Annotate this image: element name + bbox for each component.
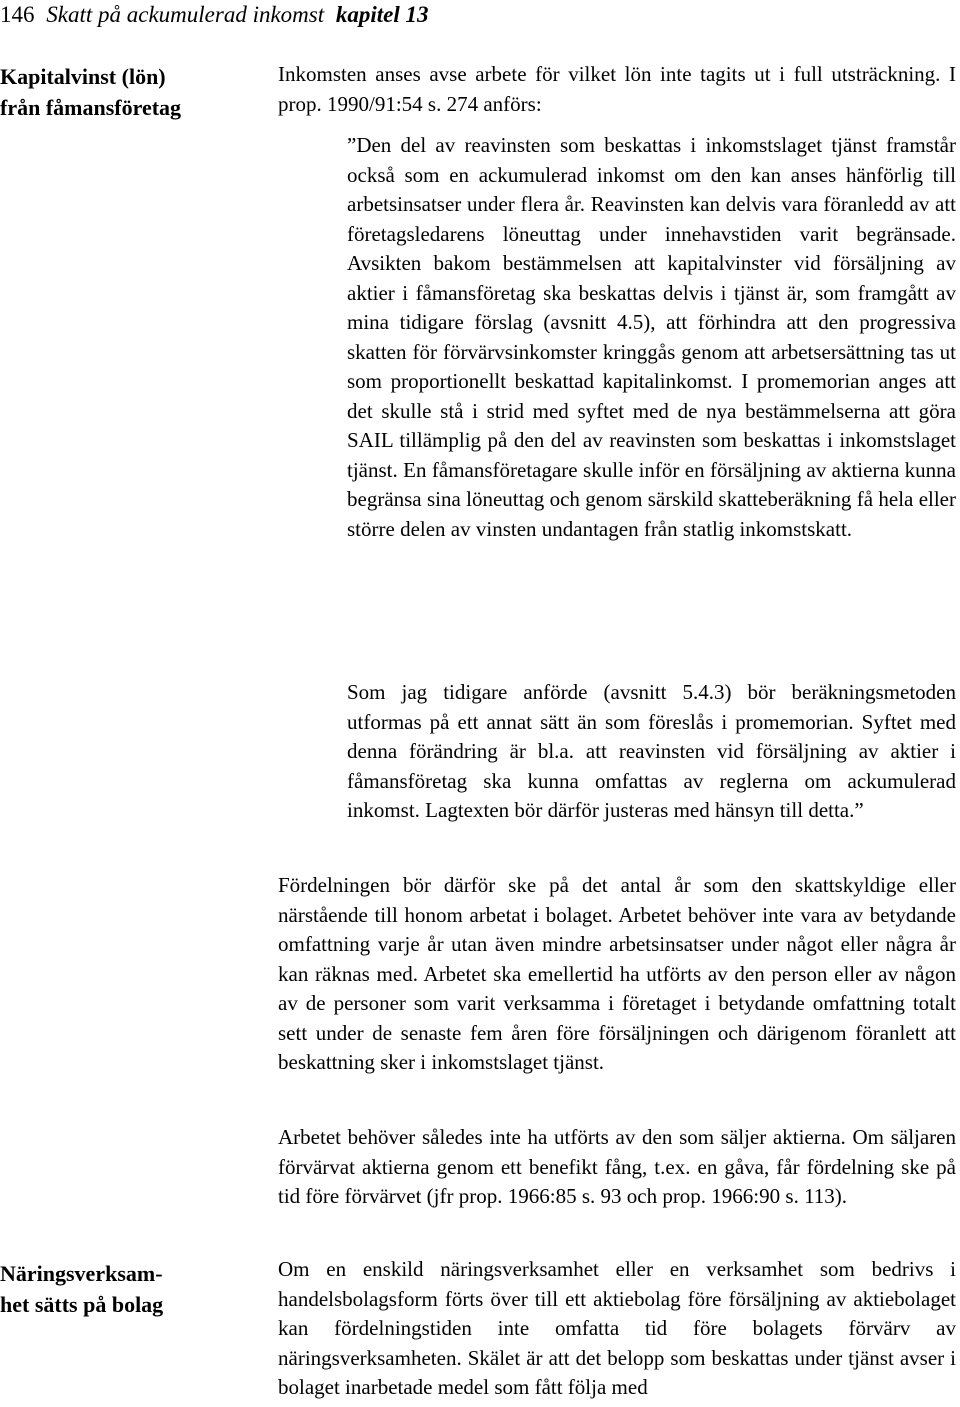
- body-paragraph-1: Fördelningen bör därför ske på det antal år som den skattskyldige eller närstående till honom arbetat i bolaget. Arbetet behöver inte vara av betydande omfattning varje år utan även mindre arbetsinsatser under något eller några år kan räknas med. Arbetet ska emellertid ha utförts av den person eller av någon av de personer som varit verksamma i företaget i betydande omfattning totalt sett under de senaste fem åren före försäljningen och därigenom föranlett att beskattning sker i inkomstslaget tjänst.: [278, 873, 956, 1074]
- chapter-label: kapitel 13: [335, 2, 429, 27]
- running-title: Skatt på ackumulerad inkomst: [46, 2, 325, 27]
- margin-heading-kapitalvinst: Kapitalvinst (lön) från fåmansföretag: [0, 64, 182, 120]
- page-header: [0, 0, 429, 30]
- quote-paragraph-2: Som jag tidigare anförde (avsnitt 5.4.3) bör beräkningsmetoden utformas på ett annat sätt än som föreslås i promemorian. Syftet med denna förändring är bl.a. att reavinsten vid försäljning av aktier i fåmansföretag ska kunna omfattas av reglerna om ackumulerad inkomst. Lagtexten bör därför justeras med hänsyn till detta.”: [347, 680, 956, 822]
- margin-heading-naringsverksamhet: Näringsverksam- het sätts på bolag: [0, 1261, 164, 1317]
- page-number: 146: [0, 2, 35, 27]
- quote-paragraph-1: ”Den del av reavinsten som beskattas i inkomstslaget tjänst framstår också som en ackumulerad inkomst om den kan anses hänförlig till arbetsinsatser under flera år. Reavinsten kan delvis vara föranledd av att företagsledarens löneuttag under innehavstiden varit begränsade. Avsikten bakom bestämmelsen att kapitalvinster vid försäljning av aktier i fåmansföretag ska beskattas delvis i tjänst är, som framgått av mina tidigare förslag (avsnitt 4.5), att förhindra att den progressiva skatten för förvärvsinkomster kringgås genom att arbetsersättning tas ut som proportionellt beskattad kapitalinkomst. I promemorian anges att det skulle stå i strid med syftet med de nya bestämmelserna att göra SAIL tillämplig på den del av reavinsten som beskattas i inkomstslaget tjänst. En fåmansföretagare skulle inför en försäljning av aktierna kunna begränsa sina löneuttag och genom särskild skatteberäkning få hela eller större delen av vinsten undantagen från statlig inkomstskatt.: [347, 133, 956, 541]
- body-paragraph-3: Om en enskild näringsverksamhet eller en verksamhet som bedrivs i handelsbolagsform förts över till ett aktiebolag före försäljning av aktiebolaget kan fördelningstiden inte omfatta tid före bolagets förvärv av näringsverksamheten. Skälet är att det belopp som beskattas under tjänst avser i bolaget inarbetade medel som fått följa med: [278, 1257, 956, 1399]
- body-paragraph-2: Arbetet behöver således inte ha utförts av den som säljer aktierna. Om säljaren förvärvat aktierna genom ett benefikt fång, t.ex. en gåva, får fördelning ske på tid före förvärvet (jfr prop. 1966:85 s. 93 och prop. 1966:90 s. 113).: [278, 1125, 956, 1208]
- intro-paragraph: Inkomsten anses avse arbete för vilket lön inte tagits ut i full utsträckning. I prop. 1990/91:54 s. 274 anförs:: [278, 62, 956, 116]
